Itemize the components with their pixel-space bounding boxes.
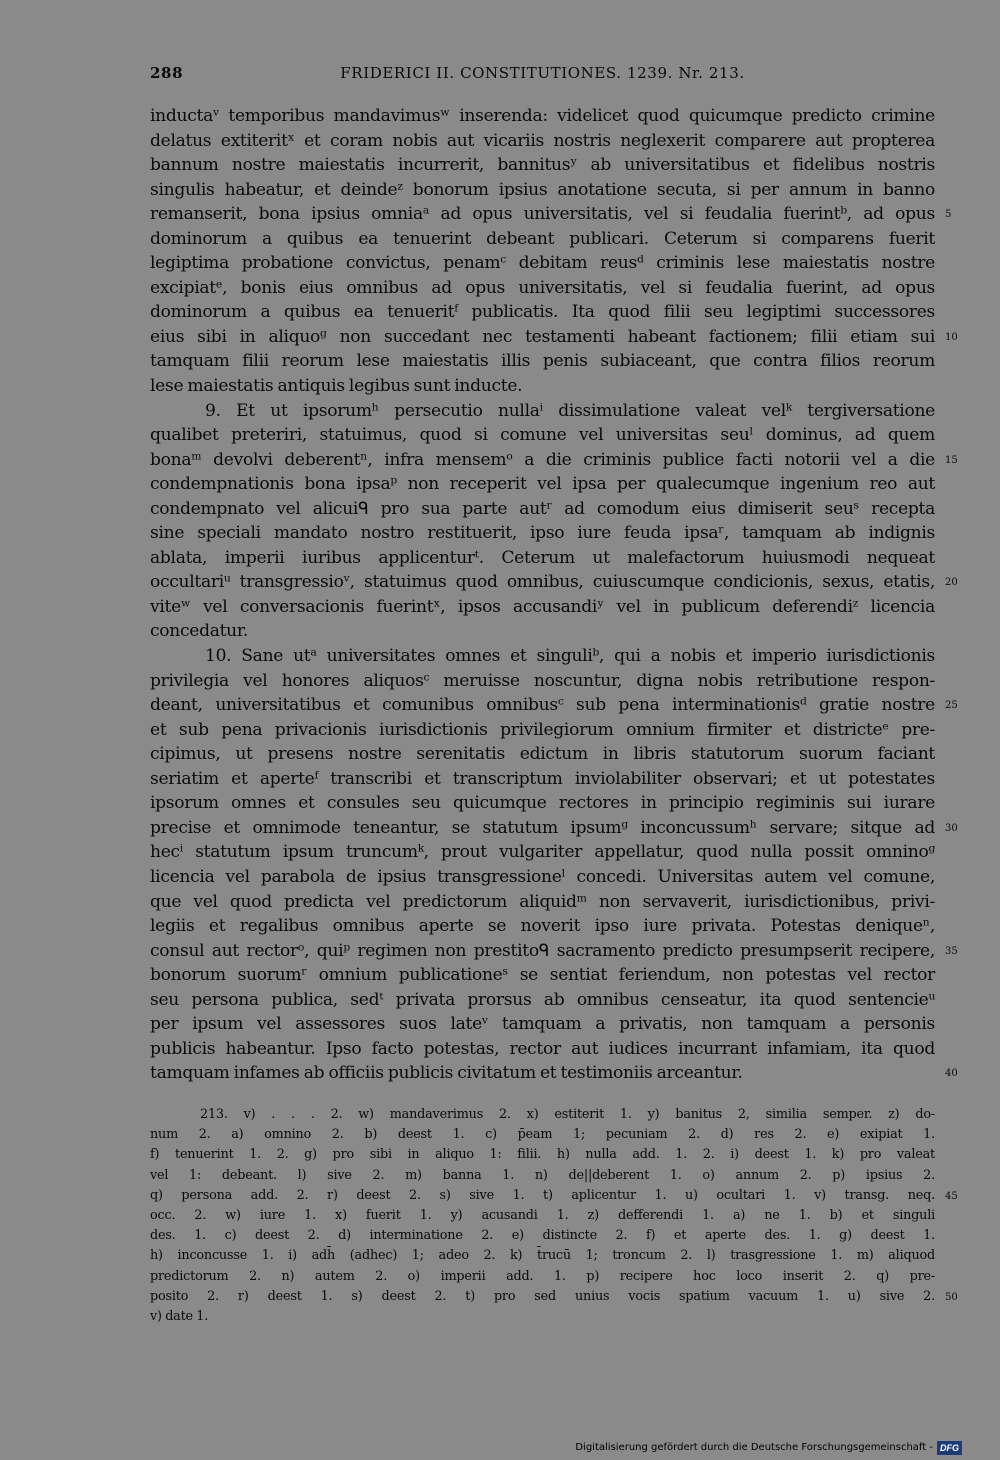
text-line: bannum nostre maiestatis incurrerit, bannitusʸ ab universitatibus et fidelibus nostris — [150, 155, 935, 176]
apparatus-line: predictorum 2. n) autem 2. o) imperii add. 1. p) recipere hoc loco inserit 2. q) pre- — [150, 1268, 935, 1284]
text-line: condempnationis bona ipsaᵖ non receperit vel ipsa per qualecumque ingenium reo aut — [150, 474, 935, 495]
text-line: 10. Sane utᵃ universitates omnes et singuliᵇ, qui a nobis et imperio iurisdictionis — [205, 646, 935, 667]
text-line: remanserit, bona ipsius omniaᵃ ad opus universitatis, vel si feudalia fuerintᵇ, ad opus — [150, 204, 935, 225]
apparatus-line: posito 2. r) deest 1. s) deest 2. t) pro sed unius vocis spatium vacuum 1. u) sive 2. — [150, 1288, 935, 1304]
text-line: delatus extiteritˣ et coram nobis aut vicariis nostris neglexerit comparere aut propterea — [150, 130, 935, 151]
text-line: bonorum suorumʳ omnium publicationeˢ se sentiat feriendum, non potestas vel rector — [150, 965, 935, 986]
text-line: seu persona publica, sedᵗ privata prorsus ab omnibus censeatur, ita quod sentencieᵘ — [150, 989, 935, 1010]
text-line: ipsorum omnes et consules seu quicumque rectores in principio regiminis sui iurare — [150, 793, 935, 814]
credit-text: Digitalisierung gefördert durch die Deutsche Forschungsgemeinschaft - — [575, 1442, 933, 1453]
line-number: 50 — [945, 1291, 958, 1303]
text-line: tamquam infames ab officiis publicis civitatum et testimoniis arceantur. — [150, 1063, 743, 1084]
text-line: qualibet preteriri, statuimus, quod si comune vel universitas seuˡ dominus, ad quem — [150, 425, 935, 446]
text-line: dominorum a quibus ea tenuerint debeant publicari. Ceterum si comparens fuerit — [150, 228, 935, 249]
apparatus-line: vel 1: debeant. l) sive 2. m) banna 1. n) de||deberent 1. o) annum 2. p) ipsius 2. — [150, 1167, 935, 1183]
text-line: occultariᵘ transgressioᵛ, statuimus quod omnibus, cuiuscumque condicionis, sexus, etatis, — [150, 572, 935, 593]
dfg-logo: DFG — [937, 1441, 962, 1455]
digitization-credit — [575, 1440, 962, 1456]
line-number: 25 — [945, 700, 958, 712]
line-number: 30 — [945, 822, 958, 834]
running-head: FRIDERICI II. CONSTITUTIONES. 1239. Nr. 213. — [340, 64, 745, 82]
text-line: licencia vel parabola de ipsius transgressioneˡ concedi. Universitas autem vel comune, — [150, 866, 935, 887]
text-line: seriatim et aperteᶠ transcribi et transcriptum inviolabiliter observari; et ut potestates — [150, 768, 935, 789]
apparatus-line: 213. v) . . . 2. w) mandaverimus 2. x) estiterit 1. y) banitus 2, similia semper. z) do- — [200, 1107, 935, 1122]
text-line: ablata, imperii iuribus applicenturᵗ. Ceterum ut malefactorum huiusmodi nequeat — [150, 547, 935, 568]
text-line: tamquam filii reorum lese maiestatis illis penis subiaceant, que contra filios reorum — [150, 351, 935, 372]
text-line: consul aut rectorᵒ, quiᵖ regimen non prestitoᑫ sacramento predicto presumpserit recipere, — [150, 940, 935, 961]
text-line: deant, universitatibus et comunibus omnibusᶜ sub pena interminationisᵈ gratie nostre — [150, 695, 935, 716]
page-header — [150, 64, 935, 86]
text-line: que vel quod predicta vel predictorum aliquidᵐ non servaverit, iurisdictionibus, privi- — [150, 891, 935, 912]
line-number: 35 — [945, 945, 958, 957]
text-line: excipiatᵉ, bonis eius omnibus ad opus universitatis, vel si feudalia fuerint, ad opus — [150, 277, 935, 298]
text-line: legiis et regalibus omnibus aperte se noverit ipso iure privata. Potestas deniqueⁿ, — [150, 916, 935, 937]
apparatus-line: h) inconcusse 1. i) adh̄ (adhec) 1; adeo 2. k) t̄rucū 1; troncum 2. l) trasgressione 1. m) aliquod — [150, 1248, 935, 1264]
apparatus-line: v) date 1. — [150, 1308, 209, 1324]
line-number: 20 — [945, 577, 958, 589]
page-number: 288 — [150, 64, 184, 82]
text-line: lese maiestatis antiquis legibus sunt inducte. — [150, 376, 523, 397]
text-line: bonaᵐ devolvi deberentⁿ, infra mensemᵒ a die criminis publice facti notorii vel a die — [150, 449, 935, 470]
line-number: 40 — [945, 1068, 958, 1080]
apparatus-line: occ. 2. w) iure 1. x) fuerit 1. y) acusandi 1. z) defferendi 1. a) ne 1. b) et singuli — [150, 1207, 935, 1223]
line-number: 10 — [945, 331, 958, 343]
line-number: 15 — [945, 454, 958, 466]
apparatus-line: num 2. a) omnino 2. b) deest 1. c) p̄eam 1; pecuniam 2. d) res 2. e) exipiat 1. — [150, 1127, 935, 1143]
text-line: condempnato vel alicuiᑫ pro sua parte autʳ ad comodum eius dimiserit seuˢ recepta — [150, 498, 935, 519]
text-line: singulis habeatur, et deindeᶻ bonorum ipsius anotatione secuta, si per annum in banno — [150, 179, 935, 200]
line-number: 5 — [945, 209, 952, 221]
text-line: cipimus, ut presens nostre serenitatis edictum in libris statutorum suorum faciant — [150, 744, 935, 765]
critical-apparatus — [150, 1105, 935, 1327]
text-line: inductaᵛ temporibus mandavimusʷ inserenda: videlicet quod quicumque predicto crimine — [150, 106, 935, 126]
line-number: 45 — [945, 1190, 958, 1202]
text-line: concedatur. — [150, 621, 249, 642]
text-line: sine speciali mandato nostro restituerit, ipso iure feuda ipsaʳ, tamquam ab indignis — [150, 523, 935, 544]
text-line: eius sibi in aliquoᵍ non succedant nec testamenti habeant factionem; filii etiam sui — [150, 326, 935, 347]
text-line: hecⁱ statutum ipsum truncumᵏ, prout vulgariter appellatur, quod nulla possit omninoᵍ — [150, 842, 935, 863]
text-line: precise et omnimode teneantur, se statutum ipsumᵍ inconcussumʰ servare; sitque ad — [150, 817, 935, 838]
apparatus-line: f) tenuerint 1. 2. g) pro sibi in aliquo 1: filii. h) nulla add. 1. 2. i) deest 1. k) pro valeat — [150, 1147, 935, 1163]
text-line: dominorum a quibus ea tenueritᶠ publicatis. Ita quod filii seu legiptimi successores — [150, 302, 935, 323]
text-line: legiptima probatione convictus, penamᶜ debitam reusᵈ criminis lese maiestatis nostre — [150, 253, 935, 274]
text-line: privilegia vel honores aliquosᶜ meruisse noscuntur, digna nobis retributione respon- — [150, 670, 935, 691]
apparatus-line: q) persona add. 2. r) deest 2. s) sive 1. t) aplicentur 1. u) ocultari 1. v) transg. neq. — [150, 1187, 935, 1203]
text-line: 9. Et ut ipsorumʰ persecutio nullaⁱ dissimulatione valeat velᵏ tergiversatione — [205, 400, 935, 421]
text-line: per ipsum vel assessores suos lateᵛ tamquam a privatis, non tamquam a personis — [150, 1014, 935, 1035]
text-line: et sub pena privacionis iurisdictionis privilegiorum omnium firmiter et districteᵉ pre- — [150, 719, 935, 740]
text-line: publicis habeantur. Ipso facto potestas, rector aut iudices incurrant infamiam, ita quod — [150, 1038, 935, 1059]
main-text — [150, 104, 935, 1086]
text-line: viteʷ vel conversacionis fuerintˣ, ipsos accusandiʸ vel in publicum deferendiᶻ licencia — [150, 596, 935, 617]
apparatus-line: des. 1. c) deest 2. d) interminatione 2. e) distincte 2. f) et aperte des. 1. g) deest 1. — [150, 1228, 935, 1244]
